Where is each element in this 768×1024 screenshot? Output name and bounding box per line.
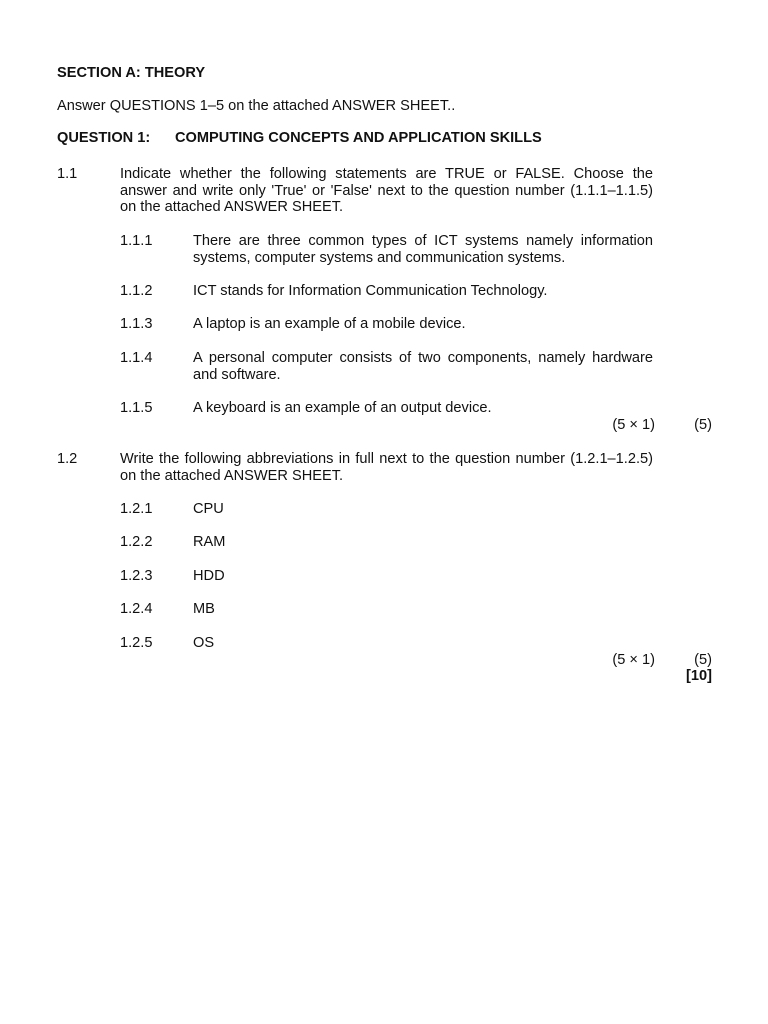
question-1-2-text: Write the following abbreviations in full next to the question number (1.2.1–1.2.5) on the attached ANSWER SHEET.: [120, 451, 653, 484]
item-text-1-1-4: A personal computer consists of two components, namely hardware and software.: [193, 350, 653, 383]
item-text-1-2-1: CPU: [193, 501, 224, 517]
mark-calculation-1-2: (5 × 1): [612, 652, 655, 668]
question-number-1-1: 1.1: [57, 166, 78, 182]
instruction-text: Answer QUESTIONS 1–5 on the attached ANSWER SHEET..: [57, 98, 456, 114]
item-number-1-1-2: 1.1.2: [120, 283, 153, 299]
item-number-1-1-3: 1.1.3: [120, 316, 153, 332]
section-title: SECTION A: THEORY: [57, 65, 206, 81]
item-text-1-2-4: MB: [193, 601, 215, 617]
item-number-1-2-3: 1.2.3: [120, 568, 153, 584]
item-text-1-2-3: HDD: [193, 568, 225, 584]
item-number-1-1-4: 1.1.4: [120, 350, 153, 366]
item-text-1-1-3: A laptop is an example of a mobile device.: [193, 316, 466, 332]
marks-1-1: (5): [694, 417, 712, 433]
item-text-1-1-1: There are three common types of ICT systems namely information systems, computer systems and communication systems.: [193, 233, 653, 266]
question-number-1-2: 1.2: [57, 451, 78, 467]
item-text-1-2-2: RAM: [193, 534, 226, 550]
question-label: QUESTION 1:: [57, 130, 151, 146]
marks-1-2: (5): [694, 652, 712, 668]
item-number-1-2-4: 1.2.4: [120, 601, 153, 617]
item-number-1-1-5: 1.1.5: [120, 400, 153, 416]
question-1-1-text: Indicate whether the following statements are TRUE or FALSE. Choose the answer and write only 'True' or 'False' next to the question number (1.1.1–1.1.5) on the attached ANSWER SHEET.: [120, 166, 653, 215]
question-title: COMPUTING CONCEPTS AND APPLICATION SKILLS: [175, 130, 542, 146]
item-number-1-2-1: 1.2.1: [120, 501, 153, 517]
total-marks: [10]: [686, 668, 712, 684]
item-number-1-1-1: 1.1.1: [120, 233, 153, 249]
item-text-1-1-5: A keyboard is an example of an output device.: [193, 400, 492, 416]
mark-calculation-1-1: (5 × 1): [612, 417, 655, 433]
item-number-1-2-5: 1.2.5: [120, 635, 153, 651]
item-number-1-2-2: 1.2.2: [120, 534, 153, 550]
item-text-1-1-2: ICT stands for Information Communication Technology.: [193, 283, 548, 299]
item-text-1-2-5: OS: [193, 635, 215, 651]
